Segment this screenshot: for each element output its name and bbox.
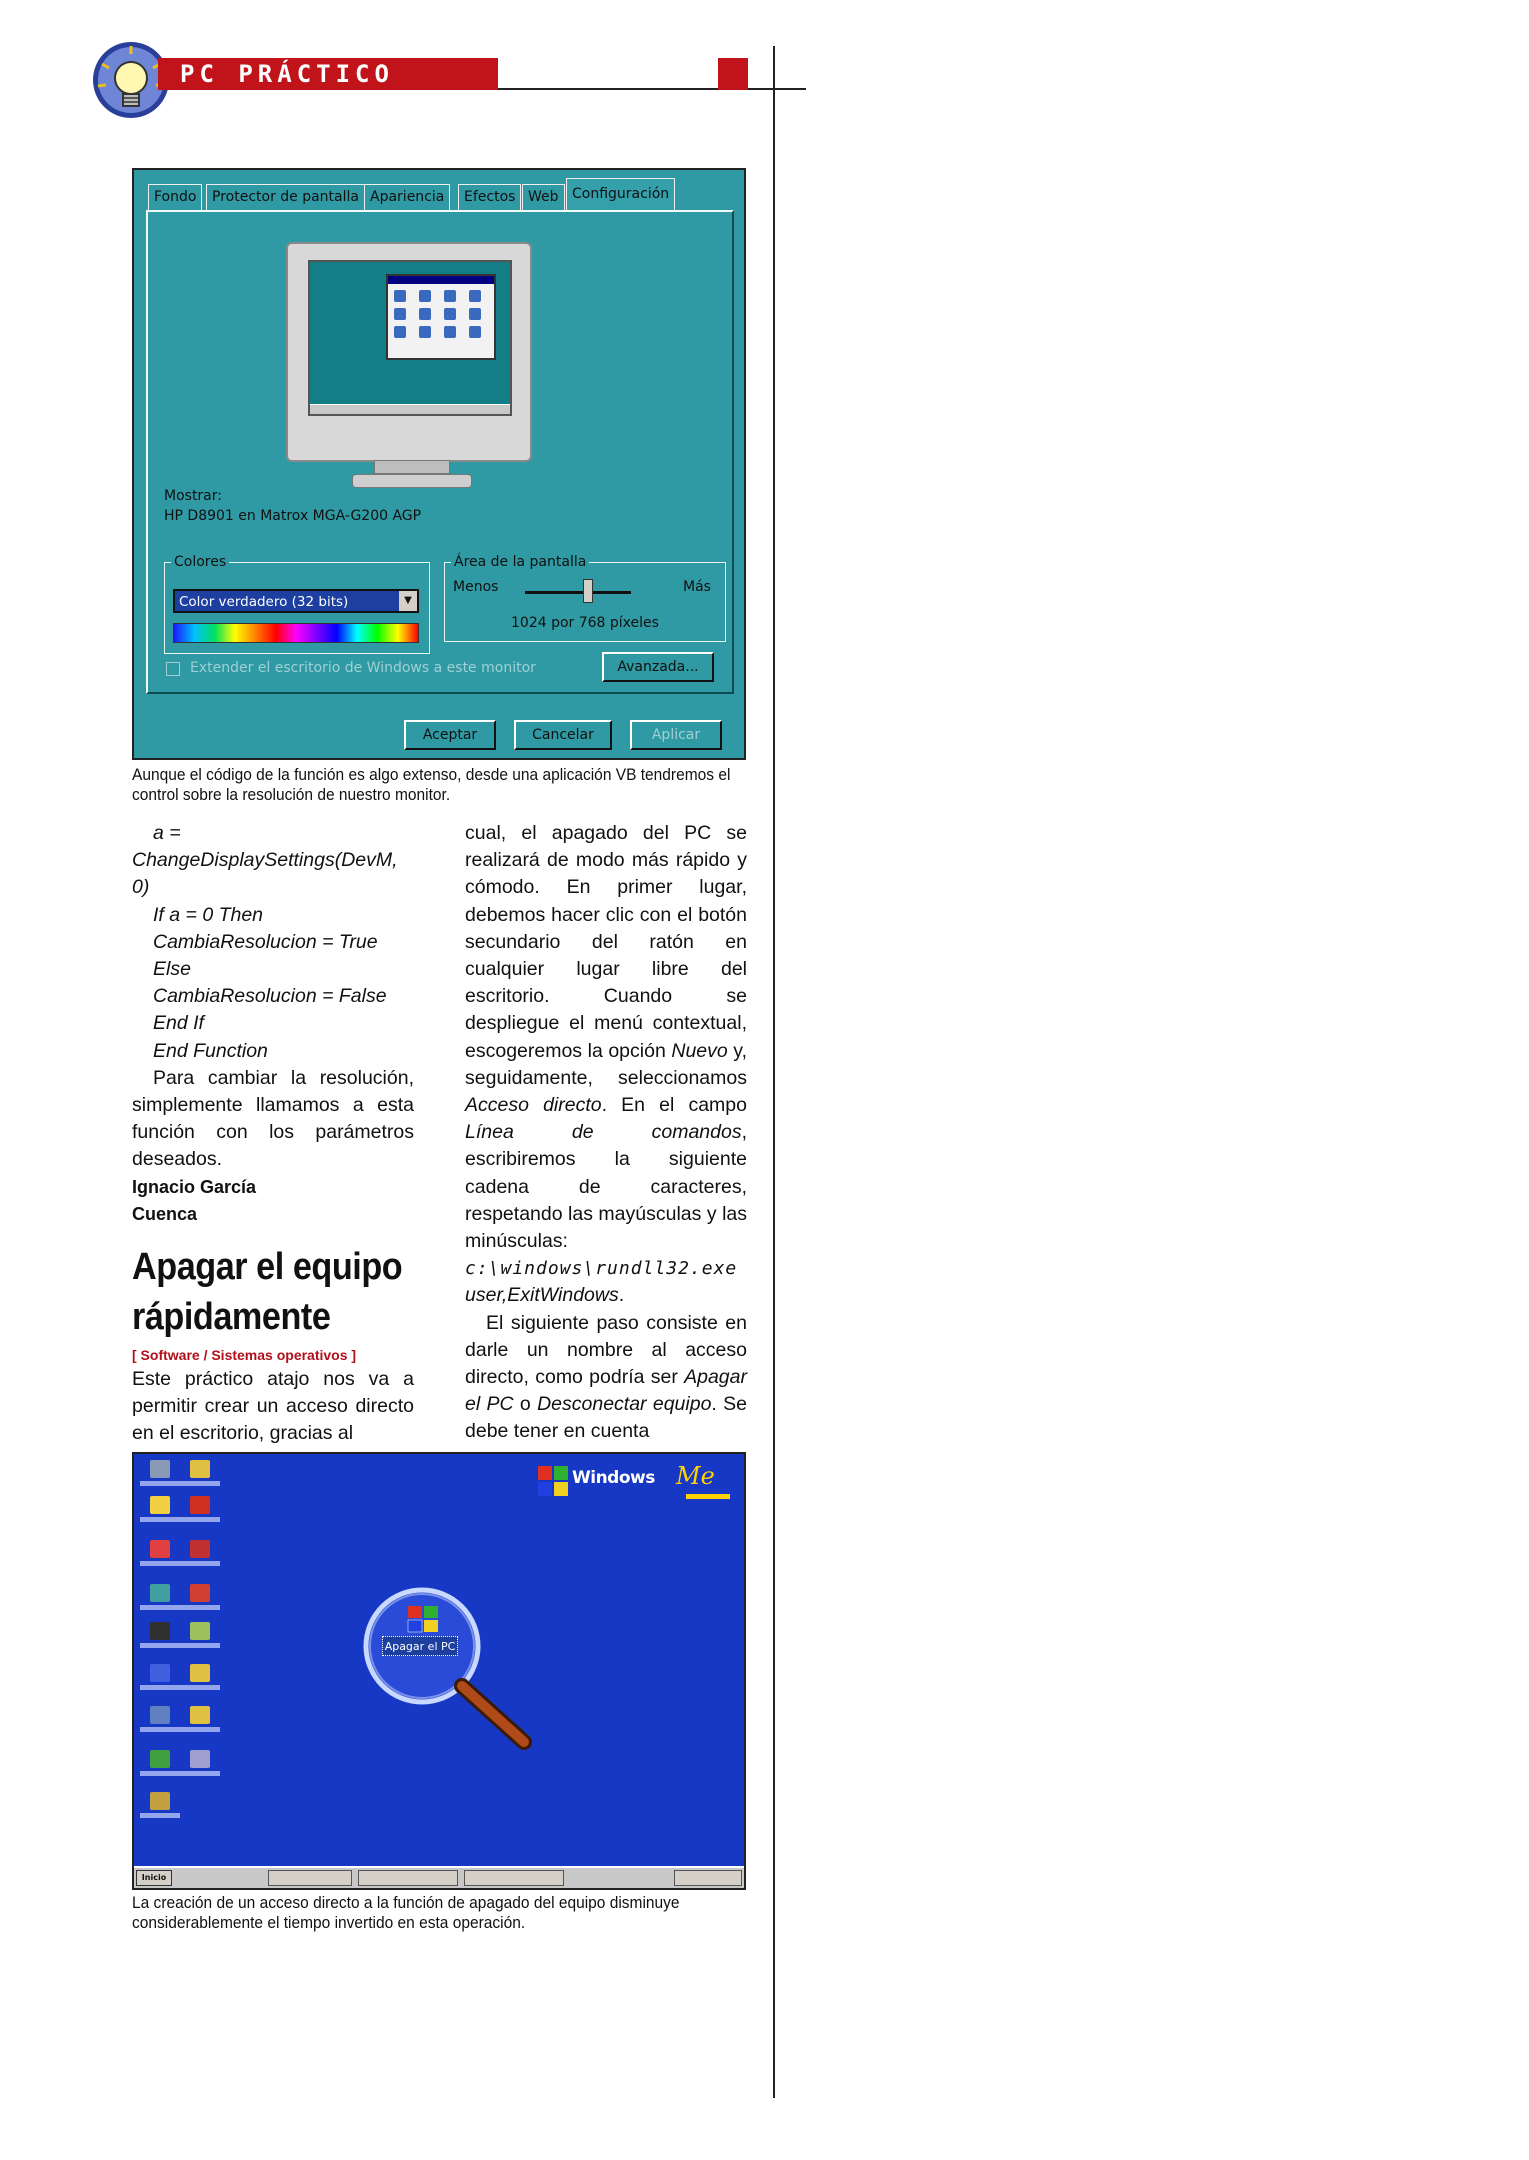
windows-me-logo [536,1460,736,1512]
screen-area-group [444,554,726,642]
text-run: El siguiente paso consiste en darle un nombre al acceso directo, como podría ser [465,1311,747,1389]
desktop-icon[interactable] [140,1460,180,1486]
left-column [132,820,414,1448]
section-tag: [ Software / Sistemas operativos ] [132,1347,357,1364]
desktop-icon[interactable] [140,1496,180,1522]
apply-button[interactable]: Aplicar [630,720,722,750]
area-legend: Área de la pantalla [451,553,589,571]
color-spectrum [173,623,419,643]
resolution-slider-track[interactable] [525,591,631,594]
text-run: o [513,1393,538,1416]
more-label: Más [683,579,711,595]
windows-flag-icon [536,1464,570,1498]
system-tray [674,1870,742,1886]
extend-checkbox[interactable] [166,662,180,676]
code-line: If a = 0 Then [153,903,264,926]
desktop-icon[interactable] [180,1706,220,1732]
body-paragraph [465,1310,747,1446]
desktop-icon[interactable] [140,1792,180,1818]
desktop-icon[interactable] [140,1622,180,1648]
extend-label: Extender el escritorio de Windows a este monitor [190,660,536,676]
dropdown-arrow-icon[interactable]: ▼ [399,591,417,611]
color-depth-select[interactable] [173,589,419,613]
article-intro: Este práctico atajo nos va a permitir crear un acceso directo en el escritorio, gracias al [132,1368,414,1445]
emphasis: Desconectar equipo [537,1393,712,1416]
text-run: . En el campo [601,1094,747,1117]
colors-group [164,554,430,654]
cancel-button[interactable]: Cancelar [514,720,612,750]
text-run: . Se debe tener en cuenta [465,1393,748,1443]
code-line: End Function [153,1039,268,1062]
author-name: Ignacio García [132,1176,257,1197]
taskbar-item[interactable] [358,1870,458,1886]
emphasis: Acceso directo [465,1094,602,1117]
monitor-preview [286,242,532,462]
desktop-icon[interactable] [180,1622,220,1648]
tab-protector[interactable]: Protector de pantalla [206,184,365,210]
start-button[interactable]: Inicio [136,1870,172,1886]
page-header [88,40,748,128]
desktop-icon[interactable] [180,1460,220,1486]
emphasis: Línea de comandos [465,1121,742,1144]
display-settings-screenshot [132,168,746,760]
code-line: CambiaResolucion = True [153,930,378,953]
mini-taskbar [310,404,510,414]
code-line: End If [153,1012,204,1035]
text-run: cual, el apagado del PC se realizará de modo más rápido y cómodo. En primer lugar, debemos hacer clic con el botón secundario del ratón en cualquier lugar libre del escritorio. Cuando se despliegue el menú contextual, escogeremos la opción [465,822,747,1062]
header-square [718,58,748,90]
code-line: a = [153,822,181,844]
code-line: CambiaResolucion = False [153,985,387,1008]
resolution-slider-thumb[interactable] [583,579,593,603]
figure1-caption: Aunque el código de la función es algo extenso, desde una aplicación VB tendremos el control sobre la resolución de nuestro monitor. [132,766,731,804]
magnifier-icon [348,1576,538,1756]
mini-window [386,274,496,360]
desktop-icon[interactable] [140,1750,180,1776]
author-city: Cuenca [132,1203,198,1224]
tab-efectos[interactable]: Efectos [458,184,521,210]
desktop-icon[interactable] [180,1584,220,1610]
logo-me: Me [676,1462,715,1490]
shortcut-apagar-pc[interactable]: Apagar el PC [382,1636,458,1656]
code-line: ChangeDisplaySettings(DevM, 0) [132,849,398,899]
desktop-icon[interactable] [180,1750,220,1776]
body-paragraph [465,820,747,1255]
right-column [465,820,747,1446]
advanced-button[interactable]: Avanzada... [602,652,714,682]
article-title: Apagar el equipo rápidamente [132,1246,403,1339]
less-label: Menos [453,579,499,595]
text-run: . [618,1284,625,1307]
header-rule [498,88,806,90]
column-divider [773,46,775,2098]
command-args-line [465,1282,747,1309]
desktop-icon[interactable] [140,1584,180,1610]
ok-button[interactable]: Aceptar [404,720,496,750]
command-path: c:\windows\rundll32.exe [465,1258,738,1280]
desktop-icon[interactable] [180,1664,220,1690]
logo-windows: Windows [572,1468,655,1488]
desktop-icon[interactable] [140,1540,180,1566]
command-args: user,ExitWindows [465,1284,619,1307]
tab-apariencia[interactable]: Apariencia [364,184,450,210]
text-run: , escribiremos la siguiente cadena de caracteres, respetando las mayúsculas y las minúsculas: [465,1121,747,1253]
tab-fondo[interactable]: Fondo [148,184,202,210]
taskbar-item[interactable] [268,1870,352,1886]
section-label: PC PRÁCTICO [180,60,394,88]
resolution-value: 1024 por 768 píxeles [511,615,659,631]
desktop-icon[interactable] [140,1706,180,1732]
colors-legend: Colores [171,553,229,571]
emphasis: Nuevo [671,1039,728,1062]
taskbar-item[interactable] [464,1870,564,1886]
tab-web[interactable]: Web [522,184,565,210]
device-name: HP D8901 en Matrox MGA-G200 AGP [164,508,422,524]
code-line: Else [153,958,191,981]
desktop-icon[interactable] [180,1540,220,1566]
show-label: Mostrar: [164,488,222,504]
monitor-screen [308,260,512,416]
desktop-icon[interactable] [180,1496,220,1522]
text-run: y, seguidamente, seleccionamos [465,1039,748,1089]
taskbar [134,1866,744,1888]
tab-configuracion[interactable]: Configuración [566,178,675,210]
color-depth-value: Color verdadero (32 bits) [179,594,349,610]
figure2-caption: La creación de un acceso directo a la función de apagado del equipo disminuye considerablemente el tiempo invertido en esta operación. [132,1894,680,1932]
display-dialog [134,170,746,760]
emphasis: Apagar el PC [465,1366,747,1416]
desktop-screenshot [132,1452,746,1890]
desktop-icon[interactable] [140,1664,180,1690]
body-paragraph: Para cambiar la resolución, simplemente llamamos a esta función con los parámetros deseados. [132,1066,414,1171]
